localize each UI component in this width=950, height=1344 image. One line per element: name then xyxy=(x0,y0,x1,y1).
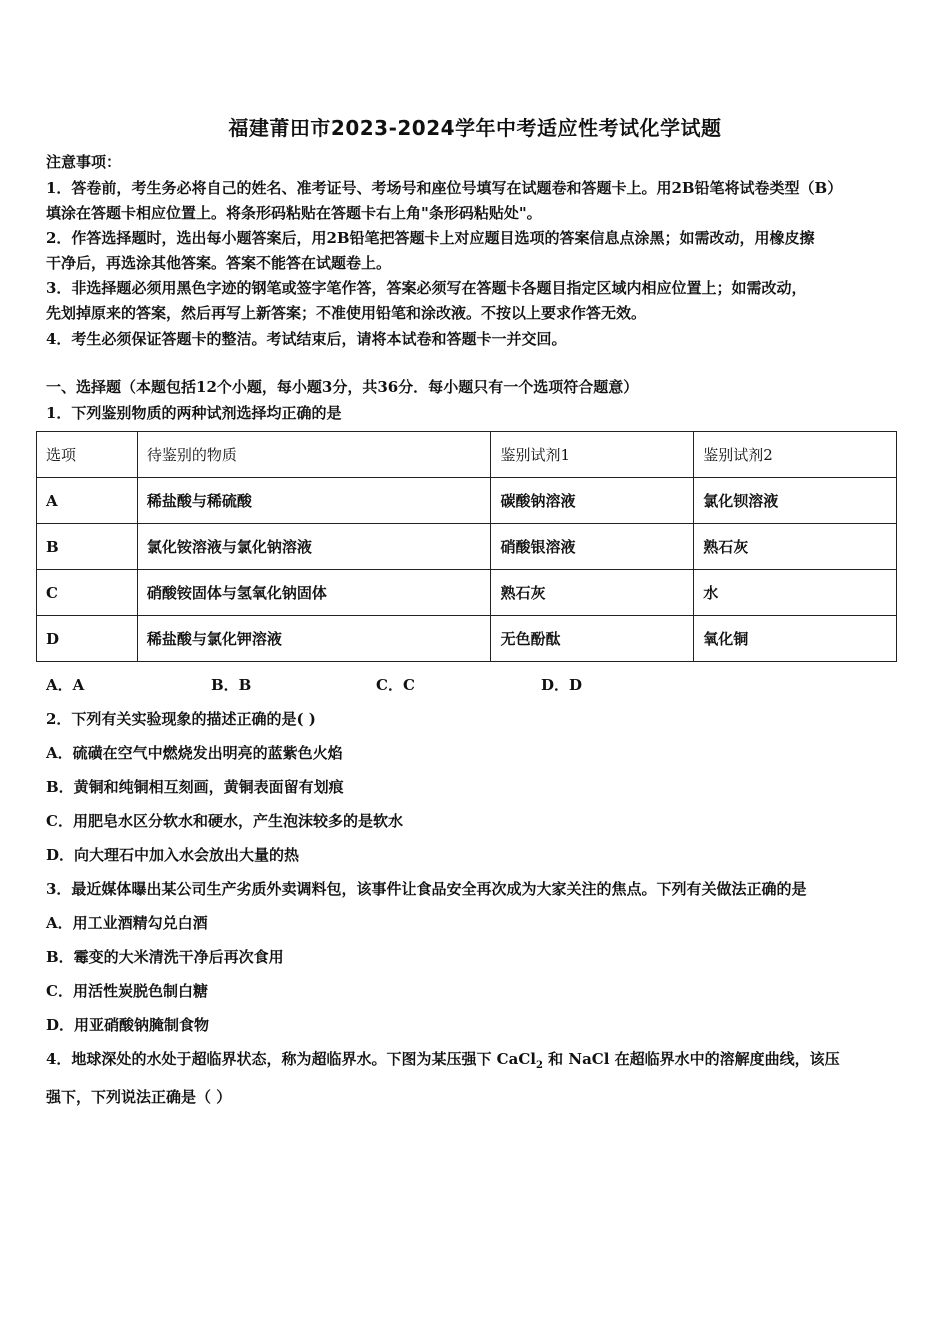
question-1-stem: 1．下列鉴别物质的两种试剂选择均正确的是 xyxy=(46,404,342,422)
question-4-stem xyxy=(46,1048,840,1071)
table-cell: A xyxy=(37,478,138,524)
table-row xyxy=(37,524,897,570)
question-2-stem: 2．下列有关实验现象的描述正确的是( ) xyxy=(46,710,316,728)
table-header-cell: 待鉴别的物质 xyxy=(137,432,491,478)
table-cell: 无色酚酞 xyxy=(491,616,694,662)
question-3-option: A．用工业酒精勾兑白酒 xyxy=(46,914,208,932)
question-1-option: C．C xyxy=(376,676,415,694)
notice-line: 2．作答选择题时，选出每小题答案后，用2B铅笔把答题卡上对应题目选项的答案信息点涂黑；如需改动，用橡皮擦 xyxy=(46,229,815,247)
notice-line: 3．非选择题必须用黑色字迹的钢笔或签字笔作答，答案必须写在答题卡各题目指定区域内相应位置上；如需改动， xyxy=(46,279,807,297)
table-cell: B xyxy=(37,524,138,570)
question-4-stem-part: 和 NaCl 在超临界水中的溶解度曲线，该压 xyxy=(542,1050,840,1068)
notice-heading: 注意事项： xyxy=(46,153,122,171)
table-row xyxy=(37,616,897,662)
table-cell: 稀盐酸与氯化钾溶液 xyxy=(137,616,491,662)
table-cell: D xyxy=(37,616,138,662)
table-cell: 水 xyxy=(694,570,897,616)
question-4-stem-line2: 强下，下列说法正确是（ ） xyxy=(46,1088,232,1106)
table-cell: 硝酸银溶液 xyxy=(491,524,694,570)
question-3-stem: 3．最近媒体曝出某公司生产劣质外卖调料包，该事件让食品安全再次成为大家关注的焦点。下列有关做法正确的是 xyxy=(46,880,807,898)
question-2-option: D．向大理石中加入水会放出大量的热 xyxy=(46,846,300,864)
subscript: 2 xyxy=(535,1060,543,1071)
table-cell: 熟石灰 xyxy=(491,570,694,616)
table-header-cell: 鉴别试剂2 xyxy=(694,432,897,478)
notice-line: 先划掉原来的答案，然后再写上新答案；不准使用铅笔和涂改液。不按以上要求作答无效。 xyxy=(46,304,647,322)
table-cell: 碳酸钠溶液 xyxy=(491,478,694,524)
table-header-cell: 鉴别试剂1 xyxy=(491,432,694,478)
question-2-option: C．用肥皂水区分软水和硬水，产生泡沫较多的是软水 xyxy=(46,812,403,830)
notice-line: 填涂在答题卡相应位置上。将条形码粘贴在答题卡右上角"条形码粘贴处"。 xyxy=(46,204,542,222)
notice-line: 干净后，再选涂其他答案。答案不能答在试题卷上。 xyxy=(46,254,392,272)
question-2-option: A．硫磺在空气中燃烧发出明亮的蓝紫色火焰 xyxy=(46,744,343,762)
table-cell: 硝酸铵固体与氢氧化钠固体 xyxy=(137,570,491,616)
notice-line: 4．考生必须保证答题卡的整洁。考试结束后，请将本试卷和答题卡一并交回。 xyxy=(46,330,567,348)
table-cell: C xyxy=(37,570,138,616)
question-1-option: B．B xyxy=(211,676,252,694)
question-3-option: D．用亚硝酸钠腌制食物 xyxy=(46,1016,210,1034)
question-1-option: D．D xyxy=(541,676,583,694)
question-4-stem-part: 4．地球深处的水处于超临界状态，称为超临界水。下图为某压强下 CaCl xyxy=(46,1050,536,1068)
table-row xyxy=(37,570,897,616)
table-cell: 氯化铵溶液与氯化钠溶液 xyxy=(137,524,491,570)
notice-line: 1．答卷前，考生务必将自己的姓名、准考证号、考场号和座位号填写在试题卷和答题卡上。用2B铅笔将试卷类型（B） xyxy=(46,179,843,197)
question-3-option: B．霉变的大米清洗干净后再次食用 xyxy=(46,948,284,966)
table-cell: 熟石灰 xyxy=(694,524,897,570)
table-row xyxy=(37,478,897,524)
page-title: 福建莆田市2023-2024学年中考适应性考试化学试题 xyxy=(228,116,722,140)
table-cell: 稀盐酸与稀硫酸 xyxy=(137,478,491,524)
table-cell: 氧化铜 xyxy=(694,616,897,662)
table-cell: 氯化钡溶液 xyxy=(694,478,897,524)
table-header-row xyxy=(37,432,897,478)
question-2-option: B．黄铜和纯铜相互刻画，黄铜表面留有划痕 xyxy=(46,778,344,796)
question-3-option: C．用活性炭脱色制白糖 xyxy=(46,982,208,1000)
question-1-option: A．A xyxy=(46,676,85,694)
section-heading: 一、选择题（本题包括12个小题，每小题3分，共36分．每小题只有一个选项符合题意） xyxy=(46,378,639,396)
question-1-table xyxy=(36,431,897,662)
table-header-cell: 选项 xyxy=(37,432,138,478)
